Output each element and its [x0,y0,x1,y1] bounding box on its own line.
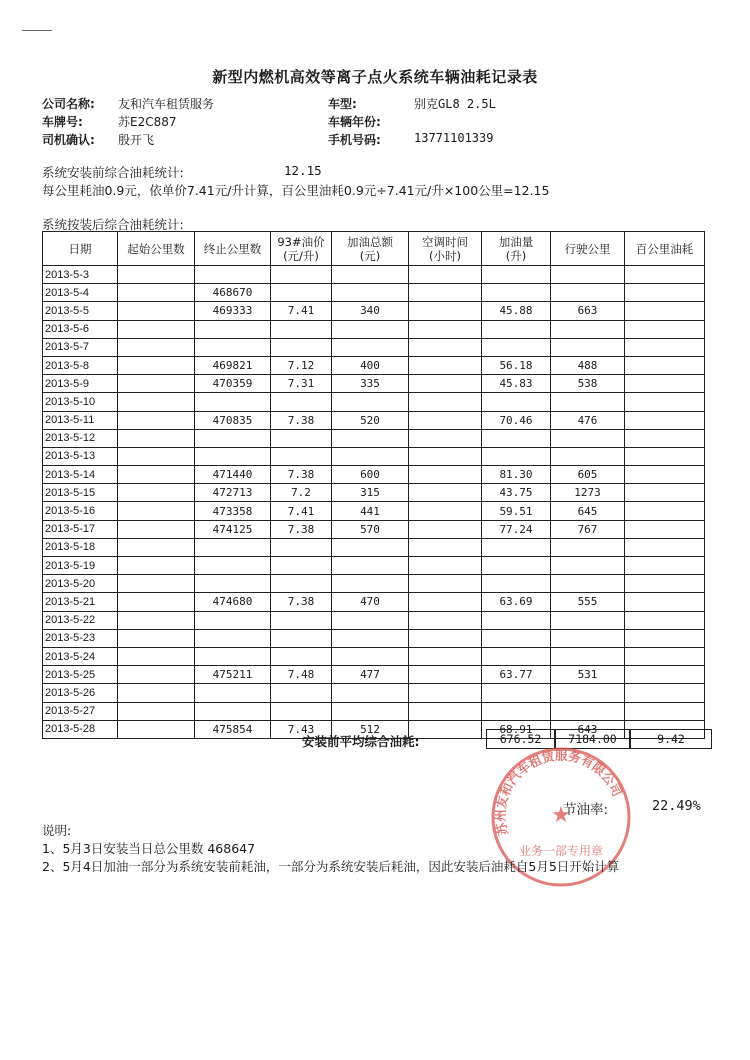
cell-end-km [195,338,271,356]
cell-consumption [625,502,705,520]
cell-date: 2013-5-21 [43,593,118,611]
cell-fuel-price [271,575,332,593]
header-ac-time: 空调时间 (小时) [409,232,482,266]
cell-fuel-amount [332,575,409,593]
after-label: 系统按装后综合油耗统计: [42,217,184,232]
cell-fuel-amount: 441 [332,502,409,520]
cell-date: 2013-5-22 [43,611,118,629]
cell-start-km [118,447,195,465]
cell-end-km: 475854 [195,720,271,738]
table-row [43,466,705,484]
table-row [43,266,705,284]
svg-text:★: ★ [551,803,571,828]
cell-start-km [118,684,195,702]
cell-ac-time [409,557,482,575]
cell-date: 2013-5-28 [43,720,118,738]
cell-fuel-price [271,429,332,447]
cell-start-km [118,338,195,356]
cell-date: 2013-5-6 [43,320,118,338]
cell-distance: 488 [551,356,625,374]
table-header-row [43,232,705,266]
table-row [43,629,705,647]
cell-distance [551,266,625,284]
cell-ac-time [409,611,482,629]
header-fuel-price: 93#油价 (元/升) [271,232,332,266]
table-row [43,284,705,302]
total-per100: 9.42 [630,729,712,749]
cell-fuel-price: 7.12 [271,356,332,374]
cell-start-km [118,302,195,320]
cell-fuel-amount: 477 [332,666,409,684]
cell-start-km [118,356,195,374]
cell-fuel-volume: 45.88 [482,302,551,320]
cell-consumption [625,538,705,556]
table-row [43,375,705,393]
cell-ac-time [409,429,482,447]
cell-distance [551,320,625,338]
cell-start-km [118,702,195,720]
cell-fuel-amount [332,538,409,556]
cell-distance [551,702,625,720]
cell-fuel-volume [482,575,551,593]
cell-date: 2013-5-19 [43,557,118,575]
page-title: 新型内燃机高效等离子点火系统车辆油耗记录表 [212,68,538,86]
cell-end-km [195,629,271,647]
cell-fuel-volume [482,647,551,665]
cell-distance: 538 [551,375,625,393]
cell-fuel-amount: 340 [332,302,409,320]
notes-title: 说明: [42,823,72,838]
cell-fuel-volume [482,611,551,629]
cell-fuel-price [271,684,332,702]
cell-end-km [195,702,271,720]
cell-end-km [195,647,271,665]
cell-fuel-amount [332,266,409,284]
cell-fuel-amount [332,611,409,629]
cell-fuel-amount [332,338,409,356]
cell-date: 2013-5-18 [43,538,118,556]
cell-date: 2013-5-11 [43,411,118,429]
cell-start-km [118,411,195,429]
table-row [43,575,705,593]
cell-ac-time [409,593,482,611]
cell-ac-time [409,266,482,284]
cell-fuel-amount [332,447,409,465]
cell-distance: 476 [551,411,625,429]
cell-fuel-amount [332,702,409,720]
model-label: 车型: [328,97,357,111]
driver-value: 殷开飞 [118,133,155,147]
cell-consumption [625,266,705,284]
cell-fuel-price [271,284,332,302]
cell-start-km [118,666,195,684]
cell-distance: 767 [551,520,625,538]
cell-fuel-price: 7.38 [271,520,332,538]
cell-fuel-volume [482,429,551,447]
cell-ac-time [409,338,482,356]
cell-fuel-amount [332,629,409,647]
cell-fuel-amount: 520 [332,411,409,429]
cell-start-km [118,284,195,302]
cell-fuel-volume: 45.83 [482,375,551,393]
cell-fuel-volume: 63.69 [482,593,551,611]
totals-label: 安装前平均综合油耗: [302,734,420,749]
cell-fuel-volume [482,447,551,465]
cell-consumption [625,356,705,374]
cell-date: 2013-5-14 [43,466,118,484]
cell-date: 2013-5-3 [43,266,118,284]
cell-end-km: 469821 [195,356,271,374]
cell-consumption [625,666,705,684]
cell-ac-time [409,502,482,520]
table-row [43,666,705,684]
cell-date: 2013-5-15 [43,484,118,502]
cell-consumption [625,484,705,502]
cell-fuel-volume: 59.51 [482,502,551,520]
header-end-km: 终止公里数 [195,232,271,266]
cell-ac-time [409,375,482,393]
cell-ac-time [409,466,482,484]
cell-ac-time [409,684,482,702]
cell-end-km: 473358 [195,502,271,520]
cell-start-km [118,375,195,393]
cell-date: 2013-5-13 [43,447,118,465]
note-1: 1、5月3日安装当日总公里数 468647 [42,841,256,856]
cell-fuel-volume: 68.91 [482,720,551,738]
cell-fuel-amount: 470 [332,593,409,611]
cell-fuel-price [271,557,332,575]
table-row [43,611,705,629]
cell-end-km: 468670 [195,284,271,302]
cell-consumption [625,302,705,320]
cell-start-km [118,575,195,593]
table-row [43,338,705,356]
cell-fuel-price [271,266,332,284]
before-formula: 每公里耗油0.9元，依单价7.41元/升计算，百公里油耗0.9元÷7.41元/升×100公里=12.15 [42,183,550,198]
model-value: 别克GL8 2.5L [414,97,496,111]
cell-fuel-amount [332,557,409,575]
svg-text:苏州友和汽车租赁服务有限公司: 苏州友和汽车租赁服务有限公司 [492,747,626,837]
cell-fuel-amount [332,320,409,338]
cell-fuel-price [271,647,332,665]
cell-fuel-amount: 512 [332,720,409,738]
cell-end-km: 472713 [195,484,271,502]
cell-distance [551,647,625,665]
cell-end-km [195,266,271,284]
header-date: 日期 [43,232,118,266]
table-row [43,411,705,429]
cell-consumption [625,375,705,393]
cell-end-km [195,557,271,575]
cell-distance [551,557,625,575]
cell-distance [551,684,625,702]
cell-fuel-price [271,320,332,338]
cell-ac-time [409,320,482,338]
cell-fuel-amount: 570 [332,520,409,538]
cell-fuel-price: 7.31 [271,375,332,393]
cell-date: 2013-5-27 [43,702,118,720]
cell-distance [551,338,625,356]
cell-fuel-volume [482,702,551,720]
cell-start-km [118,647,195,665]
cell-consumption [625,320,705,338]
cell-date: 2013-5-12 [43,429,118,447]
table-row [43,538,705,556]
cell-fuel-amount: 335 [332,375,409,393]
cell-start-km [118,557,195,575]
cell-start-km [118,266,195,284]
cell-end-km [195,611,271,629]
cell-date: 2013-5-23 [43,629,118,647]
cell-fuel-volume [482,338,551,356]
header-start-km: 起始公里数 [118,232,195,266]
cell-end-km [195,575,271,593]
phone-label: 手机号码: [328,133,381,147]
cell-ac-time [409,629,482,647]
cell-consumption [625,447,705,465]
cell-consumption [625,575,705,593]
cell-distance: 605 [551,466,625,484]
cell-date: 2013-5-17 [43,520,118,538]
cell-end-km [195,393,271,411]
cell-fuel-volume [482,538,551,556]
cell-fuel-volume [482,557,551,575]
cell-distance [551,538,625,556]
cell-fuel-amount [332,284,409,302]
cell-ac-time [409,647,482,665]
table-row [43,320,705,338]
cell-start-km [118,502,195,520]
cell-fuel-price [271,611,332,629]
cell-fuel-price [271,447,332,465]
cell-date: 2013-5-8 [43,356,118,374]
cell-date: 2013-5-20 [43,575,118,593]
cell-ac-time [409,520,482,538]
cell-fuel-price [271,702,332,720]
phone-value: 13771101339 [414,131,494,145]
cell-consumption [625,629,705,647]
cell-ac-time [409,284,482,302]
cell-distance [551,447,625,465]
cell-fuel-volume: 77.24 [482,520,551,538]
cell-date: 2013-5-24 [43,647,118,665]
table-row [43,302,705,320]
svg-text:业务一部专用章: 业务一部专用章 [518,844,604,858]
cell-distance [551,575,625,593]
header-distance: 行驶公里 [551,232,625,266]
cell-ac-time [409,702,482,720]
cell-start-km [118,520,195,538]
cell-date: 2013-5-9 [43,375,118,393]
cell-fuel-price [271,538,332,556]
cell-fuel-amount [332,684,409,702]
cell-distance [551,284,625,302]
cell-fuel-volume [482,393,551,411]
cell-fuel-price [271,629,332,647]
cell-fuel-price: 7.48 [271,666,332,684]
cell-consumption [625,684,705,702]
cell-consumption [625,611,705,629]
cell-distance: 643 [551,720,625,738]
cell-fuel-price: 7.38 [271,466,332,484]
table-row [43,520,705,538]
cell-consumption [625,429,705,447]
cell-start-km [118,466,195,484]
cell-ac-time [409,302,482,320]
cell-fuel-amount [332,429,409,447]
table-row [43,502,705,520]
table-row [43,356,705,374]
cell-end-km: 470359 [195,375,271,393]
total-km: 7184.00 [555,729,630,749]
cell-start-km [118,484,195,502]
cell-fuel-amount [332,393,409,411]
cell-date: 2013-5-7 [43,338,118,356]
company-label: 公司名称: [42,97,95,111]
cell-start-km [118,429,195,447]
cell-end-km: 469333 [195,302,271,320]
cell-consumption [625,593,705,611]
cell-fuel-volume [482,284,551,302]
table-row [43,684,705,702]
cell-end-km: 474680 [195,593,271,611]
cell-fuel-amount: 315 [332,484,409,502]
cell-fuel-price: 7.38 [271,593,332,611]
table-row [43,557,705,575]
cell-consumption [625,647,705,665]
note-2: 2、5月4日加油一部分为系统安装前耗油，一部分为系统安装后耗油，因此安装后油耗自5月5日开始计算 [42,859,620,874]
cell-distance: 531 [551,666,625,684]
cell-fuel-price: 7.41 [271,502,332,520]
cell-end-km: 474125 [195,520,271,538]
cell-ac-time [409,356,482,374]
cell-date: 2013-5-25 [43,666,118,684]
cell-fuel-price [271,338,332,356]
table-row [43,429,705,447]
cell-end-km [195,429,271,447]
cell-consumption [625,284,705,302]
year-label: 车辆年份: [328,115,381,129]
cell-consumption [625,411,705,429]
cell-ac-time [409,393,482,411]
company-value: 友和汽车租赁服务 [118,97,215,111]
plate-label: 车牌号: [42,115,83,129]
cell-date: 2013-5-16 [43,502,118,520]
before-label: 系统安装前综合油耗统计: [42,165,184,180]
header-fuel-volume: 加油量 (升) [482,232,551,266]
cell-fuel-volume: 81.30 [482,466,551,484]
cell-start-km [118,538,195,556]
cell-fuel-volume: 56.18 [482,356,551,374]
cell-distance: 1273 [551,484,625,502]
plate-value: 苏E2C887 [118,115,177,129]
cell-fuel-amount: 600 [332,466,409,484]
driver-label: 司机确认: [42,133,95,147]
table-body [43,266,705,739]
cell-consumption [625,393,705,411]
table-row [43,593,705,611]
cell-ac-time [409,484,482,502]
cell-distance [551,429,625,447]
cell-fuel-volume [482,266,551,284]
corner-mark [22,30,52,32]
cell-fuel-amount [332,647,409,665]
cell-fuel-volume [482,320,551,338]
cell-fuel-volume [482,629,551,647]
cell-fuel-volume: 63.77 [482,666,551,684]
cell-start-km [118,393,195,411]
cell-date: 2013-5-10 [43,393,118,411]
cell-start-km [118,611,195,629]
cell-consumption [625,702,705,720]
cell-consumption [625,557,705,575]
cell-fuel-price: 7.2 [271,484,332,502]
cell-consumption [625,520,705,538]
table-row [43,484,705,502]
cell-ac-time [409,666,482,684]
cell-end-km: 470835 [195,411,271,429]
cell-consumption [625,338,705,356]
cell-ac-time [409,575,482,593]
cell-fuel-price: 7.38 [271,411,332,429]
cell-fuel-volume [482,684,551,702]
cell-fuel-price: 7.43 [271,720,332,738]
before-value: 12.15 [284,163,322,178]
cell-date: 2013-5-26 [43,684,118,702]
cell-ac-time [409,411,482,429]
cell-end-km [195,447,271,465]
cell-start-km [118,320,195,338]
cell-start-km [118,629,195,647]
cell-fuel-volume: 43.75 [482,484,551,502]
cell-start-km [118,720,195,738]
cell-date: 2013-5-4 [43,284,118,302]
cell-end-km [195,684,271,702]
table-row [43,393,705,411]
cell-consumption [625,466,705,484]
table-row [43,702,705,720]
cell-distance [551,611,625,629]
cell-fuel-price: 7.41 [271,302,332,320]
cell-distance: 555 [551,593,625,611]
cell-end-km: 475211 [195,666,271,684]
cell-distance [551,629,625,647]
cell-fuel-amount: 400 [332,356,409,374]
cell-distance [551,393,625,411]
cell-date: 2013-5-5 [43,302,118,320]
cell-end-km: 471440 [195,466,271,484]
table-row [43,447,705,465]
cell-ac-time [409,538,482,556]
table-row [43,647,705,665]
cell-distance: 645 [551,502,625,520]
header-fuel-amount: 加油总额 (元) [332,232,409,266]
cell-distance: 663 [551,302,625,320]
cell-ac-time [409,447,482,465]
cell-end-km [195,538,271,556]
saving-label: 节油率: [563,802,609,818]
cell-fuel-volume: 70.46 [482,411,551,429]
total-fuel: 676.52 [486,729,555,749]
fuel-log-table [42,231,705,739]
cell-end-km [195,320,271,338]
cell-fuel-price [271,393,332,411]
saving-value: 22.49% [652,798,701,814]
header-consumption: 百公里油耗 [625,232,705,266]
cell-start-km [118,593,195,611]
